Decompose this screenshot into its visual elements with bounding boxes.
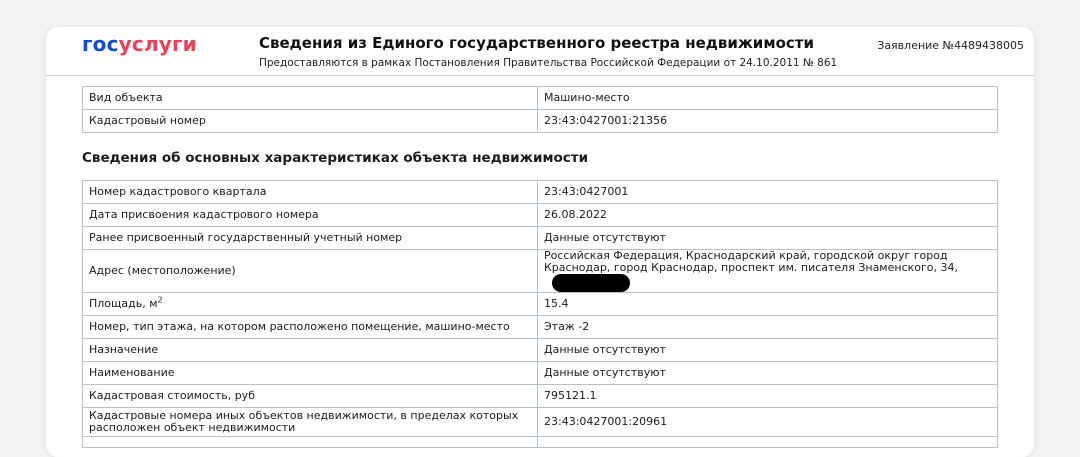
row-value: 23:43:0427001:21356: [538, 110, 998, 133]
table-row: [83, 385, 998, 408]
row-key: Дата присвоения кадастрового номера: [83, 204, 538, 227]
table-row: [83, 181, 998, 204]
redaction-mark: [552, 274, 630, 292]
table-row: [83, 87, 998, 110]
row-value: Данные отсутствуют: [538, 339, 998, 362]
application-number: Заявление №4489438005: [877, 39, 1024, 52]
address-value-cell: [538, 250, 998, 293]
row-key: Кадастровая стоимость, руб: [83, 385, 538, 408]
row-value: Этаж -2: [538, 316, 998, 339]
object-info-table: [82, 86, 998, 133]
row-value: Данные отсутствуют: [538, 362, 998, 385]
logo-part-gos: гос: [82, 32, 119, 56]
row-key: Адрес (местоположение): [83, 250, 538, 293]
section-title: Сведения об основных характеристиках объекта недвижимости: [82, 150, 589, 166]
row-key: Наименование: [83, 362, 538, 385]
table-row: [83, 316, 998, 339]
row-key: Назначение: [83, 339, 538, 362]
row-key: Вид объекта: [83, 87, 538, 110]
gosuslugi-logo[interactable]: [82, 32, 197, 56]
table-row: [83, 204, 998, 227]
row-key: Площадь, м: [89, 297, 158, 310]
row-value: Машино-место: [538, 87, 998, 110]
row-key: Номер, тип этажа, на котором расположено помещение, машино-место: [83, 316, 538, 339]
row-key: Кадастровый номер: [83, 110, 538, 133]
row-value: Данные отсутствуют: [538, 227, 998, 250]
page-subtitle: Предоставляются в рамках Постановления Правительства Российской Федерации от 24.10.2011 № 861: [259, 57, 838, 69]
table-row: [83, 339, 998, 362]
row-value: Российская Федерация, Краснодарский край, городской округ город Краснодар, город Краснодар, проспект им. писателя Знаменского, 34,: [544, 249, 958, 274]
document-sheet: [46, 27, 1034, 457]
table-row: [83, 362, 998, 385]
table-row: [83, 110, 998, 133]
row-value: 795121.1: [538, 385, 998, 408]
row-key: Номер кадастрового квартала: [83, 181, 538, 204]
row-key: Кадастровые номера иных объектов недвижимости, в пределах которых расположен объект недвижимости: [83, 408, 538, 437]
row-key-empty: [83, 437, 538, 448]
row-value: 23:43:0427001: [538, 181, 998, 204]
characteristics-table: [82, 180, 998, 448]
row-value: 15.4: [538, 293, 998, 316]
document-header: [46, 27, 1034, 76]
row-key: Ранее присвоенный государственный учетный номер: [83, 227, 538, 250]
row-value: 26.08.2022: [538, 204, 998, 227]
table-row: [83, 408, 998, 437]
table-row: [83, 227, 998, 250]
row-value: 23:43:0427001:20961: [538, 408, 998, 437]
row-key-cell: [83, 293, 538, 316]
table-row: [83, 293, 998, 316]
superscript: 2: [157, 295, 163, 305]
table-row: [83, 437, 998, 448]
table-row: [83, 250, 998, 293]
row-value-empty: [538, 437, 998, 448]
page-title: Сведения из Единого государственного реестра недвижимости: [259, 34, 814, 52]
logo-part-uslugi: услуги: [118, 32, 197, 56]
